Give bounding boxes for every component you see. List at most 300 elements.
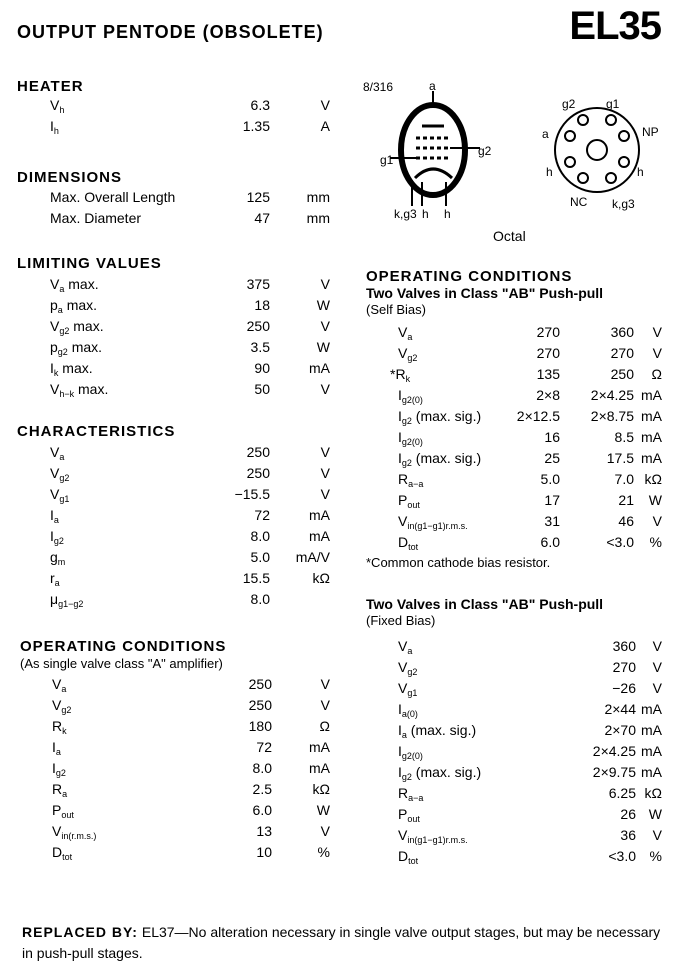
table-row (22, 297, 330, 318)
param-value: 50 (254, 381, 270, 397)
table-row (366, 387, 666, 408)
param-unit: mA (309, 360, 330, 376)
param-unit: W (648, 806, 662, 822)
table-row (366, 638, 666, 659)
param-unit: mA (641, 408, 662, 424)
param-subscript: a (59, 284, 65, 294)
param-value: 375 (246, 276, 270, 292)
param-value: 250 (248, 676, 272, 692)
param-symbol: R (395, 366, 406, 382)
table-row (366, 659, 666, 680)
param-value-1: 2×12.5 (516, 408, 560, 424)
op-fixed-subheading: Two Valves in Class "AB" Push-pull (366, 596, 604, 612)
param-name (50, 465, 69, 481)
param-unit: W (316, 339, 330, 355)
param-name (398, 701, 418, 717)
param-subscript: a (53, 515, 59, 525)
param-symbol: V (50, 318, 60, 334)
param-subscript: a−a (408, 793, 424, 803)
param-subscript: tot (408, 856, 419, 866)
param-name (398, 806, 420, 822)
characteristics-table (22, 444, 330, 612)
table-row (366, 764, 666, 785)
param-name (52, 802, 74, 818)
param-unit: V (652, 827, 662, 843)
param-unit: kΩ (312, 570, 330, 586)
param-subscript: g2(0) (401, 395, 423, 405)
param-subscript: a (407, 332, 413, 342)
op-self-heading: OPERATING CONDITIONS (366, 268, 573, 285)
param-value: 6.3 (250, 97, 270, 113)
table-row (22, 97, 330, 118)
table-row (22, 844, 330, 865)
param-value: 18 (254, 297, 270, 313)
param-symbol: I (398, 743, 402, 759)
tube-schematic (390, 91, 480, 206)
param-value: 8.0 (252, 760, 272, 776)
param-subscript: a−a (408, 479, 424, 489)
param-symbol: I (398, 701, 402, 717)
param-symbol: I (52, 739, 56, 755)
param-unit: V (320, 486, 330, 502)
table-row (22, 507, 330, 528)
table-row (366, 408, 666, 429)
param-symbol: p (50, 297, 58, 313)
param-subscript: a (401, 730, 407, 740)
param-value-1: 135 (536, 366, 560, 382)
param-symbol: V (50, 276, 60, 292)
param-unit: V (320, 823, 330, 839)
param-unit: % (649, 848, 662, 864)
table-row (22, 360, 330, 381)
param-name (52, 823, 96, 839)
param-suffix: max. (62, 297, 98, 313)
param-value: 6.0 (252, 802, 272, 818)
param-name (398, 387, 423, 403)
param-subscript: tot (62, 852, 73, 862)
param-subscript: g1−g2 (58, 599, 84, 609)
param-symbol: I (398, 429, 402, 445)
replaced-by-note (22, 922, 672, 964)
limiting-heading: LIMITING VALUES (17, 255, 162, 272)
param-subscript: in(r.m.s.) (61, 831, 97, 841)
param-unit: V (652, 680, 662, 696)
param-subscript: g2 (401, 772, 412, 782)
param-subscript: k (405, 374, 411, 384)
table-row (366, 324, 666, 345)
dimensions-table (22, 189, 330, 231)
param-subscript: g2 (53, 536, 64, 546)
param-name (50, 591, 83, 607)
param-subscript: k (62, 726, 67, 736)
param-symbol: I (398, 764, 402, 780)
socket-h2-label: h (637, 165, 644, 179)
param-subscript: out (61, 810, 74, 820)
param-suffix: (max. sig.) (406, 722, 477, 738)
param-unit: V (652, 638, 662, 654)
op-self-footnote: *Common cathode bias resistor. (366, 555, 551, 570)
op-single-heading: OPERATING CONDITIONS (20, 638, 227, 655)
param-name (398, 848, 418, 864)
param-unit: V (320, 318, 330, 334)
param-unit: mA/V (295, 549, 330, 565)
param-name (50, 444, 64, 460)
op-fixed-table (366, 638, 666, 869)
param-subscript: h (59, 105, 65, 115)
param-value-1: 2×8 (536, 387, 560, 403)
param-value: −15.5 (234, 486, 270, 502)
param-value: 72 (254, 507, 270, 523)
param-subscript: h (53, 126, 59, 136)
replaced-by-text: EL37—No alteration necessary in single valve output stages, but may be necessary in push-pull stages. (22, 924, 661, 961)
pin-a-label: a (429, 79, 436, 93)
param-unit: V (320, 381, 330, 397)
param-value: 2×4.25 (592, 743, 636, 759)
param-suffix: max. (64, 276, 99, 292)
param-name (52, 676, 66, 692)
param-name (50, 189, 175, 205)
table-row (366, 429, 666, 450)
param-name (398, 408, 481, 424)
param-subscript: a (61, 684, 67, 694)
param-subscript: g2 (401, 458, 412, 468)
param-unit: Ω (319, 718, 330, 734)
param-unit: kΩ (312, 781, 330, 797)
param-subscript: tot (408, 542, 419, 552)
param-value-2: <3.0 (606, 534, 634, 550)
param-name (50, 97, 64, 113)
param-unit: kΩ (644, 785, 662, 801)
param-value-2: 46 (618, 513, 634, 529)
param-unit: mA (641, 743, 662, 759)
table-row (22, 381, 330, 402)
param-value: 250 (248, 697, 272, 713)
param-value: 2.5 (252, 781, 272, 797)
param-unit: % (317, 844, 330, 860)
param-subscript: g2 (59, 326, 70, 336)
table-row (366, 471, 666, 492)
param-symbol: V (50, 381, 60, 397)
op-single-subheading: (As single valve class "A" amplifier) (20, 656, 223, 671)
param-unit: V (652, 659, 662, 675)
param-subscript: a (57, 305, 63, 315)
param-name (398, 324, 412, 340)
param-subscript: a (407, 646, 413, 656)
table-row (366, 701, 666, 722)
param-subscript: k (53, 368, 59, 378)
table-row (22, 760, 330, 781)
pin-g2-label: g2 (478, 144, 492, 158)
param-subscript: h−k (59, 389, 75, 399)
param-suffix: (max. sig.) (411, 408, 482, 424)
param-value: 6.25 (608, 785, 636, 801)
param-subscript: a (55, 747, 61, 757)
param-value: 36 (620, 827, 636, 843)
page-title: OUTPUT PENTODE (OBSOLETE) (17, 22, 324, 42)
table-row (22, 570, 330, 591)
param-name (398, 513, 468, 529)
param-symbol: Max. Diameter (50, 210, 142, 226)
param-name (398, 450, 481, 466)
param-subscript: a (62, 789, 68, 799)
param-unit: A (320, 118, 330, 134)
heater-table (22, 97, 330, 139)
param-symbol: V (398, 659, 408, 675)
param-value: 360 (612, 638, 636, 654)
param-unit: mA (641, 387, 662, 403)
param-unit: Ω (651, 366, 662, 382)
param-unit: V (320, 276, 330, 292)
param-value-2: 17.5 (606, 450, 634, 466)
table-row (22, 739, 330, 760)
param-symbol: I (50, 118, 54, 134)
param-unit: % (649, 534, 662, 550)
param-subscript: out (407, 500, 420, 510)
param-subscript: a (54, 578, 60, 588)
param-symbol: r (50, 570, 55, 586)
param-unit: V (320, 465, 330, 481)
param-unit: mm (306, 189, 330, 205)
table-row (366, 345, 666, 366)
param-symbol: D (398, 534, 409, 550)
param-symbol: V (50, 465, 60, 481)
param-symbol: P (398, 492, 408, 508)
param-value-2: 2×8.75 (590, 408, 634, 424)
table-row (366, 785, 666, 806)
param-subscript: g2 (57, 347, 68, 357)
valve-base-diagram (360, 78, 670, 248)
param-symbol: V (398, 680, 408, 696)
param-unit: mA (309, 528, 330, 544)
table-row (22, 697, 330, 718)
octal-socket (555, 108, 639, 192)
table-row (366, 513, 666, 534)
pin-g1-label: g1 (380, 153, 394, 167)
param-name (52, 718, 67, 734)
param-subscript: g1 (407, 688, 418, 698)
param-symbol: P (398, 806, 408, 822)
param-symbol: I (50, 360, 54, 376)
param-unit: W (648, 492, 662, 508)
table-row (366, 450, 666, 471)
param-value-1: 270 (536, 345, 560, 361)
param-unit: W (316, 297, 330, 313)
param-unit: V (320, 676, 330, 692)
param-symbol: I (50, 528, 54, 544)
param-symbol: I (50, 507, 54, 523)
param-symbol: I (398, 387, 402, 403)
table-row (22, 549, 330, 570)
table-row (22, 276, 330, 297)
param-value-1: 25 (544, 450, 560, 466)
param-value-1: 31 (544, 513, 560, 529)
param-symbol: V (398, 345, 408, 361)
param-value: 8.0 (250, 528, 270, 544)
param-subscript: g2 (407, 353, 418, 363)
pin-h1-label: h (422, 207, 429, 221)
param-value: 180 (248, 718, 272, 734)
op-single-table (22, 676, 330, 865)
table-row (366, 806, 666, 827)
param-value: 26 (620, 806, 636, 822)
param-name (52, 760, 66, 776)
param-value: 3.5 (250, 339, 270, 355)
param-name (50, 486, 69, 502)
param-unit: V (320, 97, 330, 113)
param-name (398, 534, 418, 550)
socket-np-label: NP (642, 125, 659, 139)
param-symbol: V (398, 324, 408, 340)
param-name (50, 360, 93, 376)
param-name (52, 739, 61, 755)
param-name (398, 638, 412, 654)
param-name (50, 528, 64, 544)
param-value: 250 (246, 444, 270, 460)
param-unit: mm (306, 210, 330, 226)
param-value-2: 21 (618, 492, 634, 508)
param-symbol: I (398, 408, 402, 424)
table-row (22, 591, 322, 612)
param-name (50, 339, 102, 355)
param-unit: kΩ (644, 471, 662, 487)
param-suffix: max. (67, 339, 103, 355)
param-value: 13 (256, 823, 272, 839)
param-suffix: max. (74, 381, 109, 397)
param-symbol: R (52, 781, 63, 797)
param-unit: mA (641, 429, 662, 445)
param-value: 10 (256, 844, 272, 860)
param-value-1: 16 (544, 429, 560, 445)
socket-nc-label: NC (570, 195, 588, 209)
replaced-by-label: REPLACED BY: (22, 924, 138, 940)
param-subscript: g2 (61, 705, 72, 715)
param-value-2: 250 (610, 366, 634, 382)
param-name (390, 366, 410, 382)
param-subscript: g1 (59, 494, 70, 504)
param-value: 90 (254, 360, 270, 376)
param-value: 270 (612, 659, 636, 675)
param-suffix: max. (69, 318, 104, 334)
table-row (22, 528, 330, 549)
param-value: −26 (612, 680, 636, 696)
param-symbol: V (50, 486, 60, 502)
param-value: 15.5 (242, 570, 270, 586)
param-unit: mA (641, 764, 662, 780)
table-row (366, 492, 666, 513)
param-symbol: Max. Overall Length (50, 189, 176, 205)
param-symbol: I (52, 760, 56, 776)
param-name (50, 118, 59, 134)
characteristics-heading: CHARACTERISTICS (17, 423, 176, 440)
param-unit: W (316, 802, 330, 818)
param-value-2: 2×4.25 (590, 387, 634, 403)
param-value: <3.0 (608, 848, 636, 864)
param-symbol: p (50, 339, 58, 355)
heater-heading: HEATER (17, 78, 84, 95)
table-row (366, 827, 666, 848)
param-unit: V (652, 513, 662, 529)
param-name (398, 785, 423, 801)
socket-h1-label: h (546, 165, 553, 179)
param-value: 8.0 (250, 591, 270, 607)
param-symbol: V (50, 97, 60, 113)
param-symbol: V (52, 697, 62, 713)
param-unit: mA (641, 450, 662, 466)
param-symbol: I (398, 722, 402, 738)
param-subscript: g2 (401, 416, 412, 426)
table-row (366, 680, 666, 701)
param-unit: V (652, 324, 662, 340)
param-name (398, 471, 423, 487)
param-value: 250 (246, 318, 270, 334)
param-symbol: V (52, 676, 62, 692)
param-name (52, 697, 71, 713)
table-row (22, 676, 330, 697)
param-name (398, 492, 420, 508)
param-unit: mA (641, 701, 662, 717)
param-value-2: 7.0 (614, 471, 634, 487)
param-name (398, 429, 423, 445)
table-row (22, 118, 330, 139)
limiting-table (22, 276, 330, 402)
table-row (366, 743, 666, 764)
op-fixed-note: (Fixed Bias) (366, 613, 436, 628)
diagram-code: 8/316 (363, 80, 394, 94)
param-suffix: max. (58, 360, 93, 376)
param-value-1: 6.0 (540, 534, 560, 550)
param-symbol: V (398, 827, 408, 843)
param-name (398, 743, 423, 759)
param-symbol: μ (50, 591, 59, 607)
param-subscript: a(0) (401, 709, 418, 719)
param-value: 72 (256, 739, 272, 755)
param-name (52, 781, 67, 797)
table-row (22, 339, 330, 360)
param-symbol: R (52, 718, 63, 734)
param-subscript: in(g1−g1)r.m.s. (407, 835, 468, 845)
param-name (398, 659, 417, 675)
param-unit: V (320, 697, 330, 713)
param-value: 125 (246, 189, 270, 205)
param-subscript: g2(0) (401, 751, 423, 761)
param-name (398, 345, 417, 361)
table-row (22, 823, 330, 844)
table-row (366, 722, 666, 743)
param-value-2: 270 (610, 345, 634, 361)
param-value: 1.35 (242, 118, 270, 134)
param-symbol: V (398, 513, 408, 529)
param-value-1: 5.0 (540, 471, 560, 487)
table-row (366, 366, 666, 387)
param-name (50, 381, 108, 397)
op-self-table (366, 324, 666, 555)
param-value: 47 (254, 210, 270, 226)
param-name (50, 210, 141, 226)
param-symbol: V (398, 638, 408, 654)
table-row (22, 718, 330, 739)
param-suffix: (max. sig.) (411, 450, 482, 466)
socket-g2-label: g2 (562, 97, 576, 111)
table-row (366, 534, 666, 555)
param-value-2: 360 (610, 324, 634, 340)
param-subscript: out (407, 814, 420, 824)
dimensions-heading: DIMENSIONS (17, 169, 123, 186)
param-subscript: in(g1−g1)r.m.s. (407, 521, 468, 531)
param-name (398, 764, 481, 780)
param-value: 5.0 (250, 549, 270, 565)
param-value-1: 270 (536, 324, 560, 340)
table-row (22, 189, 330, 210)
